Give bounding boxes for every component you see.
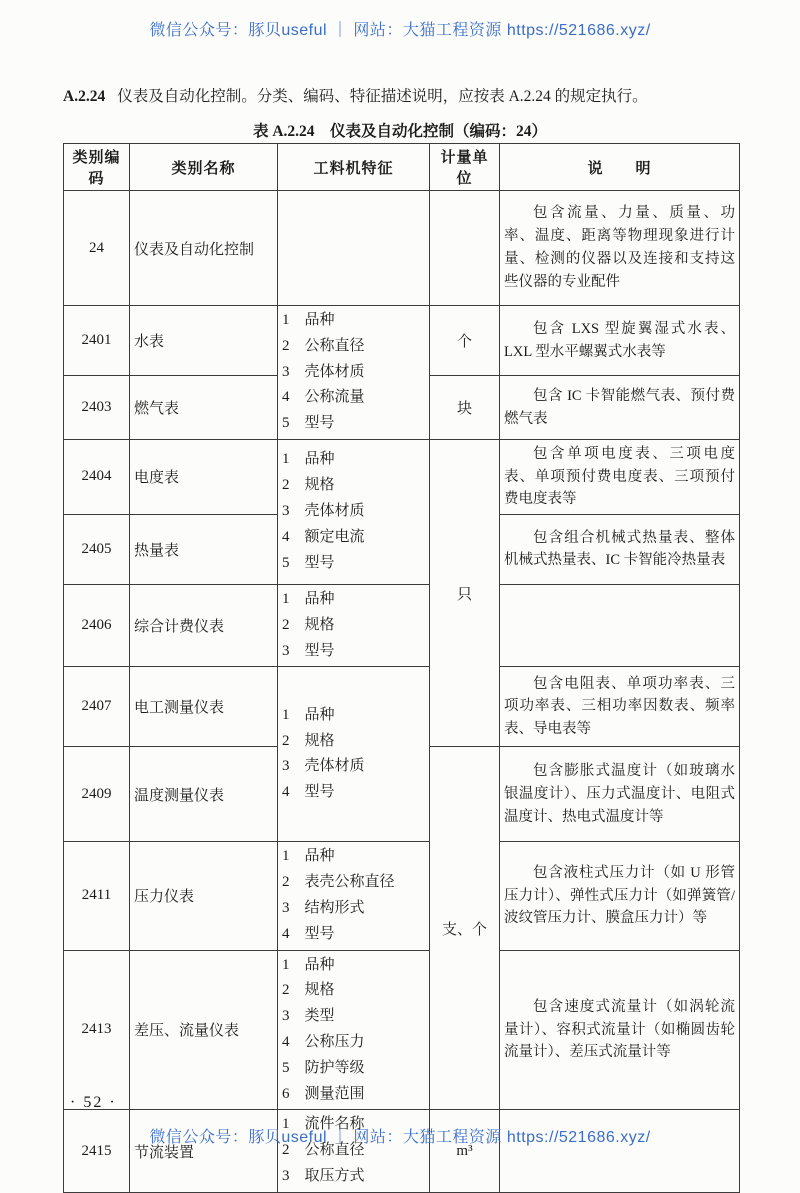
cell-desc-24: 包含流量、力量、质量、功率、温度、距离等物理现象进行计量、检测的仪器以及连接和支持这些仪器的专业配件 (500, 191, 740, 306)
feature-item: 5 防护等级 (282, 1059, 365, 1076)
cell-code-2405: 2405 (64, 514, 130, 584)
feature-item: 1 品种 (282, 312, 335, 328)
cell-feature-2413 (278, 950, 430, 1110)
cell-name-2409: 温度测量仪表 (130, 747, 278, 842)
cell-code-2415: 2415 (64, 1110, 130, 1192)
table-row (64, 1110, 740, 1192)
cell-code-2404: 2404 (64, 439, 130, 514)
cell-desc-2415 (500, 1110, 740, 1192)
watermark-header: 微信公众号：豚贝useful ｜ 网站：大猫工程资源 https://521686.xyz/ (149, 22, 651, 39)
feature-item: 3 类型 (282, 1008, 335, 1025)
cell-desc-2401: 包含 LXS 型旋翼湿式水表、LXL 型水平螺翼式水表等 (500, 306, 740, 376)
feature-item: 3 壳体材质 (282, 758, 365, 775)
cell-unit-2401: 个 (430, 306, 500, 376)
table-row (64, 950, 740, 1110)
feature-item: 4 公称压力 (282, 1033, 365, 1050)
table-header-row (64, 144, 740, 191)
feature-item: 2 规格 (282, 732, 335, 749)
cell-feature-2407-2409 (278, 667, 430, 842)
cell-code-2403: 2403 (64, 376, 130, 440)
col-header-desc: 说 明 (500, 144, 740, 191)
feature-item: 5 型号 (282, 554, 335, 571)
cell-name-24: 仪表及自动化控制 (130, 191, 278, 306)
col-header-name: 类别名称 (130, 144, 278, 191)
col-header-feature: 工料机特征 (278, 144, 430, 191)
cell-code-2413: 2413 (64, 950, 130, 1110)
table-row (64, 306, 740, 376)
feature-item: 2 规格 (282, 982, 335, 999)
cell-feature-2401-2403 (278, 306, 430, 440)
cell-code-2406: 2406 (64, 584, 130, 666)
feature-item: 1 品种 (282, 956, 335, 973)
table-row (64, 439, 740, 514)
cell-unit-2415: m³ (430, 1110, 500, 1192)
cell-feature-2404-2405 (278, 439, 430, 584)
page-number: · 52 · (70, 1094, 117, 1111)
feature-item: 2 公称直径 (282, 1142, 365, 1159)
feature-item: 5 型号 (282, 415, 335, 432)
feature-item: 1 品种 (282, 706, 335, 723)
cell-desc-2411: 包含液柱式压力计（如 U 形管压力计）、弹性式压力计（如弹簧管/波纹管压力计、膜盒压力计）等 (500, 842, 740, 950)
feature-item: 3 壳体材质 (282, 503, 365, 520)
table-row (64, 842, 740, 950)
feature-item: 4 型号 (282, 784, 335, 801)
feature-item: 3 结构形式 (282, 899, 365, 916)
cell-name-2413: 差压、流量仪表 (130, 950, 278, 1110)
cell-desc-2403: 包含 IC 卡智能燃气表、预付费燃气表 (500, 376, 740, 440)
feature-item: 1 品种 (282, 848, 335, 865)
feature-item: 2 规格 (282, 616, 335, 633)
cell-feature-2415 (278, 1110, 430, 1192)
spec-table (63, 143, 740, 1193)
feature-item: 1 品种 (282, 451, 335, 468)
cell-feature-2411 (278, 842, 430, 950)
feature-item: 3 壳体材质 (282, 363, 365, 380)
cell-name-2403: 燃气表 (130, 376, 278, 440)
feature-item: 3 型号 (282, 642, 335, 659)
cell-desc-2409: 包含膨胀式温度计（如玻璃水银温度计）、压力式温度计、电阻式温度计、热电式温度计等 (500, 747, 740, 842)
watermark-footer: 微信公众号：豚贝useful ｜ 网站：大猫工程资源 https://521686.xyz/ (149, 1129, 651, 1146)
feature-item: 4 额定电流 (282, 528, 365, 545)
feature-item: 3 取压方式 (282, 1167, 365, 1184)
cell-name-2407: 电工测量仪表 (130, 667, 278, 747)
feature-item: 4 型号 (282, 925, 335, 942)
cell-unit-2403: 块 (430, 376, 500, 440)
cell-feature-24 (278, 191, 430, 306)
feature-item: 1 流件名称 (282, 1116, 365, 1133)
cell-unit-2409-2413: 支、个 (430, 747, 500, 1110)
cell-name-2415: 节流装置 (130, 1110, 278, 1192)
clause-text: 仪表及自动化控制。分类、编码、特征描述说明，应按表 A.2.24 的规定执行。 (117, 88, 648, 105)
col-header-code: 类别编码 (64, 144, 130, 191)
feature-item: 2 表壳公称直径 (282, 874, 395, 891)
cell-code-2407: 2407 (64, 667, 130, 747)
cell-code-2401: 2401 (64, 306, 130, 376)
table-row (64, 667, 740, 747)
cell-code-2411: 2411 (64, 842, 130, 950)
clause-paragraph (63, 86, 739, 108)
table-row (64, 191, 740, 306)
cell-desc-2404: 包含单项电度表、三项电度表、单项预付费电度表、三项预付费电度表等 (500, 439, 740, 514)
cell-name-2406: 综合计费仪表 (130, 584, 278, 666)
cell-feature-2406 (278, 584, 430, 666)
feature-item: 2 规格 (282, 477, 335, 494)
col-header-unit: 计量单位 (430, 144, 500, 191)
feature-item: 4 公称流量 (282, 389, 365, 406)
cell-name-2405: 热量表 (130, 514, 278, 584)
cell-desc-2407: 包含电阻表、单项功率表、三项功率表、三相功率因数表、频率表、导电表等 (500, 667, 740, 747)
cell-name-2401: 水表 (130, 306, 278, 376)
cell-code-2409: 2409 (64, 747, 130, 842)
feature-item: 2 公称直径 (282, 337, 365, 354)
feature-item: 6 测量范围 (282, 1085, 365, 1102)
cell-unit-24 (430, 191, 500, 306)
cell-unit-2404-2407: 只 (430, 439, 500, 746)
cell-name-2411: 压力仪表 (130, 842, 278, 950)
cell-desc-2406 (500, 584, 740, 666)
table-title: 表 A.2.24 仪表及自动化控制（编码：24） (252, 123, 548, 140)
cell-name-2404: 电度表 (130, 439, 278, 514)
cell-code-24: 24 (64, 191, 130, 306)
cell-desc-2405: 包含组合机械式热量表、整体机械式热量表、IC 卡智能冷热量表 (500, 514, 740, 584)
table-row (64, 584, 740, 666)
feature-item: 1 品种 (282, 590, 335, 607)
cell-desc-2413: 包含速度式流量计（如涡轮流量计）、容积式流量计（如椭圆齿轮流量计）、差压式流量计等 (500, 950, 740, 1110)
clause-number: A.2.24 (63, 88, 106, 105)
